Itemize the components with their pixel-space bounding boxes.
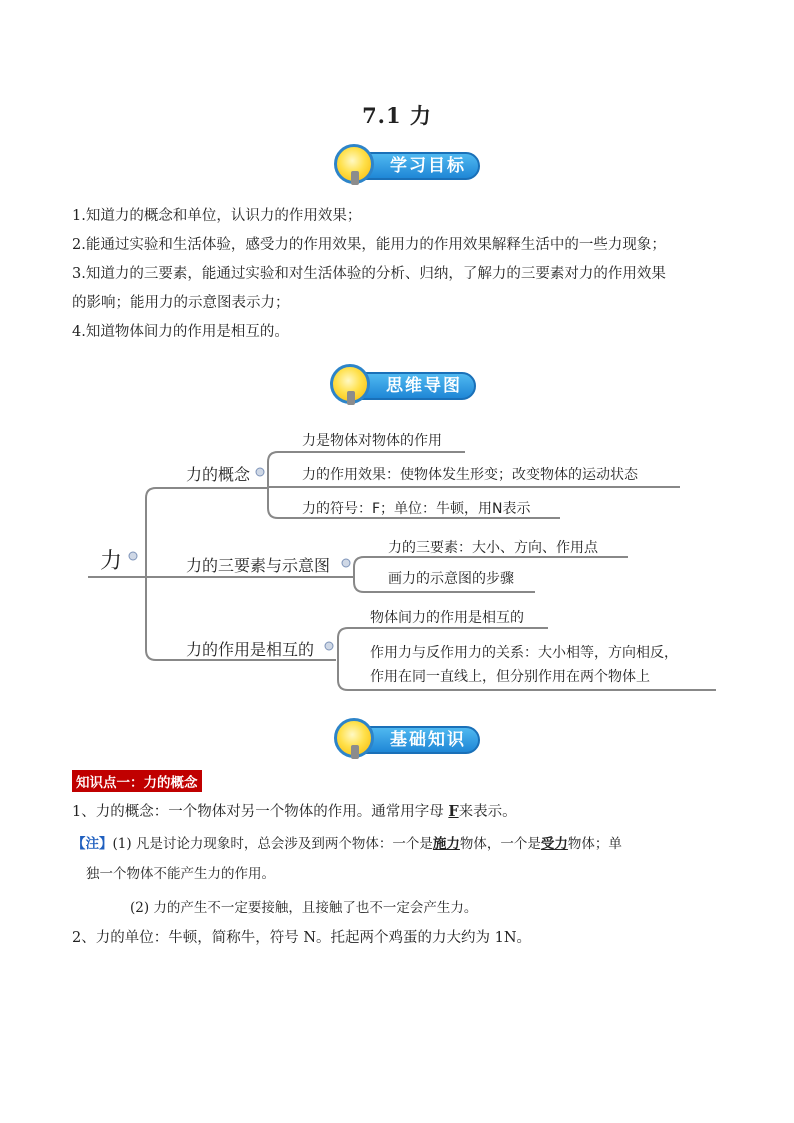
badge-learning-objectives [334,144,484,188]
collapse-toggle-icon [256,468,264,476]
mindmap-leaf: 力的三要素：大小、方向、作用点 [388,540,598,556]
collapse-toggle-icon [342,559,350,567]
mindmap-branch: 力的概念 [186,465,251,484]
collapse-toggle-icon [129,552,137,560]
mindmap-leaf: 作用力与反作用力的关系：大小相等，方向相反， [370,645,678,661]
badge-label: 思维导图 [386,376,462,396]
mindmap-branch: 力的作用是相互的 [186,640,315,659]
mindmap-leaf: 力的作用效果：使物体发生形变；改变物体的运动状态 [302,467,638,483]
objective-item: 的影响；能用力的示意图表示力； [72,295,290,311]
lightbulb-icon [334,718,374,758]
note-1-continued: 独一个物体不能产生力的作用。 [86,866,275,882]
note-1: 【注】(1) 凡是讨论力现象时，总会涉及到两个物体：一个是施力物体，一个是受力物体；单 [72,836,622,852]
objective-item: 2.能通过实验和生活体验，感受力的作用效果，能用力的作用效果解释生活中的一些力现象； [72,237,666,253]
objectives-list [72,202,732,347]
collapse-toggle-icon [325,642,333,650]
page-title: 7.1 力 [362,103,432,128]
mindmap-root: 力 [100,549,123,574]
badge-label: 学习目标 [390,156,466,176]
objective-item: 4.知道物体间力的作用是相互的。 [72,324,289,340]
badge-label: 基础知识 [390,730,466,750]
mindmap-leaf: 力的符号：F；单位：牛顿，用N表示 [302,501,531,517]
note-bracket: 【注】 [72,836,113,852]
lightbulb-icon [334,144,374,184]
objective-item: 3.知道力的三要素，能通过实验和对生活体验的分析、归纳，了解力的三要素对力的作用效果 [72,266,666,282]
symbol-F: F [448,803,459,820]
lightbulb-icon [330,364,370,404]
badge-basic-knowledge [334,718,484,762]
objective-item: 1.知道力的概念和单位，认识力的作用效果； [72,208,362,224]
mindmap-leaf: 画力的示意图的步骤 [388,571,514,587]
mindmap-branch: 力的三要素与示意图 [186,556,331,575]
mindmap-leaf: 物体间力的作用是相互的 [370,610,524,626]
knowledge-item-1: 1、力的概念：一个物体对另一个物体的作用。通常用字母 F来表示。 [72,803,517,820]
note-2: (2) 力的产生不一定要接触，且接触了也不一定会产生力。 [130,900,478,916]
mindmap-leaf: 作用在同一直线上，但分别作用在两个物体上 [370,669,650,685]
badge-mind-map [330,364,480,408]
knowledge-point-heading: 知识点一：力的概念 [72,770,202,792]
knowledge-item-2: 2、力的单位：牛顿，简称牛，符号 N。托起两个鸡蛋的力大约为 1N。 [72,930,532,946]
mindmap-leaf: 力是物体对物体的作用 [302,433,442,449]
